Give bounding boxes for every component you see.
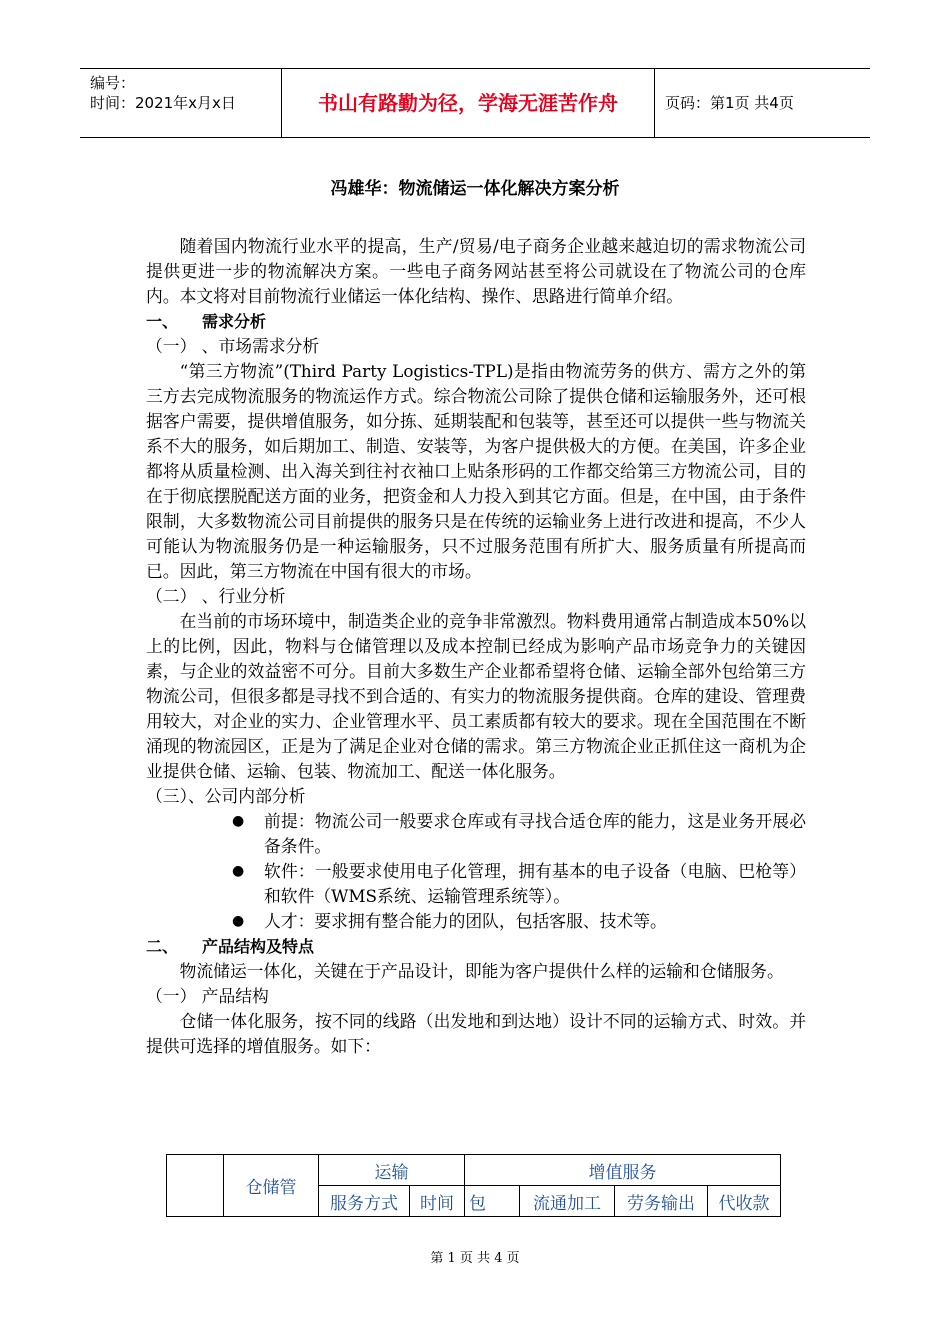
table-subheader: 代收款	[708, 1186, 781, 1217]
table-header-value-added: 增值服务	[465, 1155, 781, 1186]
table-row	[167, 1155, 781, 1186]
section-number: 一、	[146, 312, 179, 331]
section-number: 二、	[146, 937, 179, 956]
list-item-text: 前提：物流公司一般要求仓库或有寻找合适仓库的能力，这是业务开展必备条件。	[264, 811, 806, 856]
body-paragraph: 仓储一体化服务，按不同的线路（出发地和到达地）设计不同的运输方式、时效。并提供可选择的增值服务。如下：	[146, 1011, 806, 1056]
section-title: 需求分析	[202, 312, 267, 331]
bullet-icon: ●	[232, 913, 245, 929]
header-meta	[90, 73, 236, 113]
table-subheader: 服务方式	[319, 1186, 410, 1217]
list-item	[146, 809, 806, 859]
list-item	[146, 859, 806, 909]
time-label: 时间：2021年x月x日	[90, 94, 236, 112]
intro-paragraph: 随着国内物流行业水平的提高，生产/贸易/电子商务企业越来越迫切的需求物流公司提供更进一步的物流解决方案。一些电子商务网站甚至将公司就设在了物流公司的仓库内。本文将对目前物流行业储运一体化结构、操作、思路进行简单介绍。	[146, 236, 806, 306]
bullet-list	[146, 809, 806, 934]
page-footer: 第 1 页 共 4 页	[430, 1251, 520, 1266]
table-cell-empty	[167, 1155, 224, 1217]
section-heading	[146, 309, 806, 334]
subsection-heading: （一） 、市场需求分析	[146, 336, 320, 356]
subsection-heading: （一） 产品结构	[146, 986, 269, 1006]
table-cell-storage: 仓储管	[224, 1155, 319, 1217]
table-subheader: 时间	[410, 1186, 465, 1217]
bullet-icon: ●	[232, 863, 245, 879]
number-label: 编号：	[90, 74, 136, 92]
list-item-text: 人才：要求拥有整合能力的团队，包括客服、技术等。	[264, 911, 667, 931]
table-subheader: 流通加工	[520, 1186, 615, 1217]
subsection-heading: （二） 、行业分析	[146, 586, 286, 606]
bullet-icon: ●	[232, 813, 245, 829]
subsection-heading: （三）、公司内部分析	[146, 786, 306, 806]
list-item	[146, 909, 806, 934]
table-header-transport: 运输	[319, 1155, 465, 1186]
header-divider	[654, 69, 655, 137]
body-paragraph: 在当前的市场环境中，制造类企业的竞争非常激烈。物料费用通常占制造成本50%以上的比例，因此，物料与仓储管理以及成本控制已经成为影响产品市场竞争力的关键因素，与企业的效益密不可分。目前大多数生产企业都希望将仓储、运输全部外包给第三方物流公司，但很多都是寻找不到合适的、有实力的物流服务提供商。仓库的建设、管理费用较大，对企业的实力、企业管理水平、员工素质都有较大的要求。现在全国范围在不断涌现的物流园区，正是为了满足企业对仓储的需求。第三方物流企业正抓住这一商机为企业提供仓储、运输、包装、物流加工、配送一体化服务。	[146, 611, 806, 781]
body-paragraph: “第三方物流”(Third Party Logistics-TPL)是指由物流劳务的供方、需方之外的第三方去完成物流服务的物流运作方式。综合物流公司除了提供仓储和运输服务外，还可根据客户需要，提供增值服务，如分拣、延期装配和包装等，甚至还可以提供一些与物流关系不大的服务，如后期加工、制造、安装等，为客户提供极大的方便。在美国，许多企业都将从质量检测、出入海关到往衬衣袖口上贴条形码的工作都交给第三方物流公司，目的在于彻底摆脱配送方面的业务，把资金和人力投入到其它方面。但是，在中国，由于条件限制，大多数物流公司目前提供的服务只是在传统的运输业务上进行改进和提高，不少人可能认为物流服务仍是一种运输服务，只不过服务范围有所扩大、服务质量有所提高而已。因此，第三方物流在中国有很大的市场。	[146, 361, 806, 581]
table-subheader: 包	[465, 1186, 520, 1217]
section-heading	[146, 934, 806, 959]
header-page-label: 页码：第1页 共4页	[665, 94, 794, 112]
page-header	[80, 68, 870, 138]
document-title: 冯雄华：物流储运一体化解决方案分析	[330, 179, 620, 199]
section-title: 产品结构及特点	[202, 937, 315, 956]
product-table	[166, 1154, 781, 1217]
table-subheader: 劳务输出	[615, 1186, 708, 1217]
body-paragraph: 物流储运一体化，关键在于产品设计，即能为客户提供什么样的运输和仓储服务。	[179, 961, 784, 981]
document-body	[146, 234, 806, 1059]
list-item-text: 软件：一般要求使用电子化管理，拥有基本的电子设备（电脑、巴枪等）和软件（WMS系统、运输管理系统等）。	[264, 861, 806, 906]
header-motto: 书山有路勤为径，学海无涯苦作舟	[318, 91, 618, 115]
